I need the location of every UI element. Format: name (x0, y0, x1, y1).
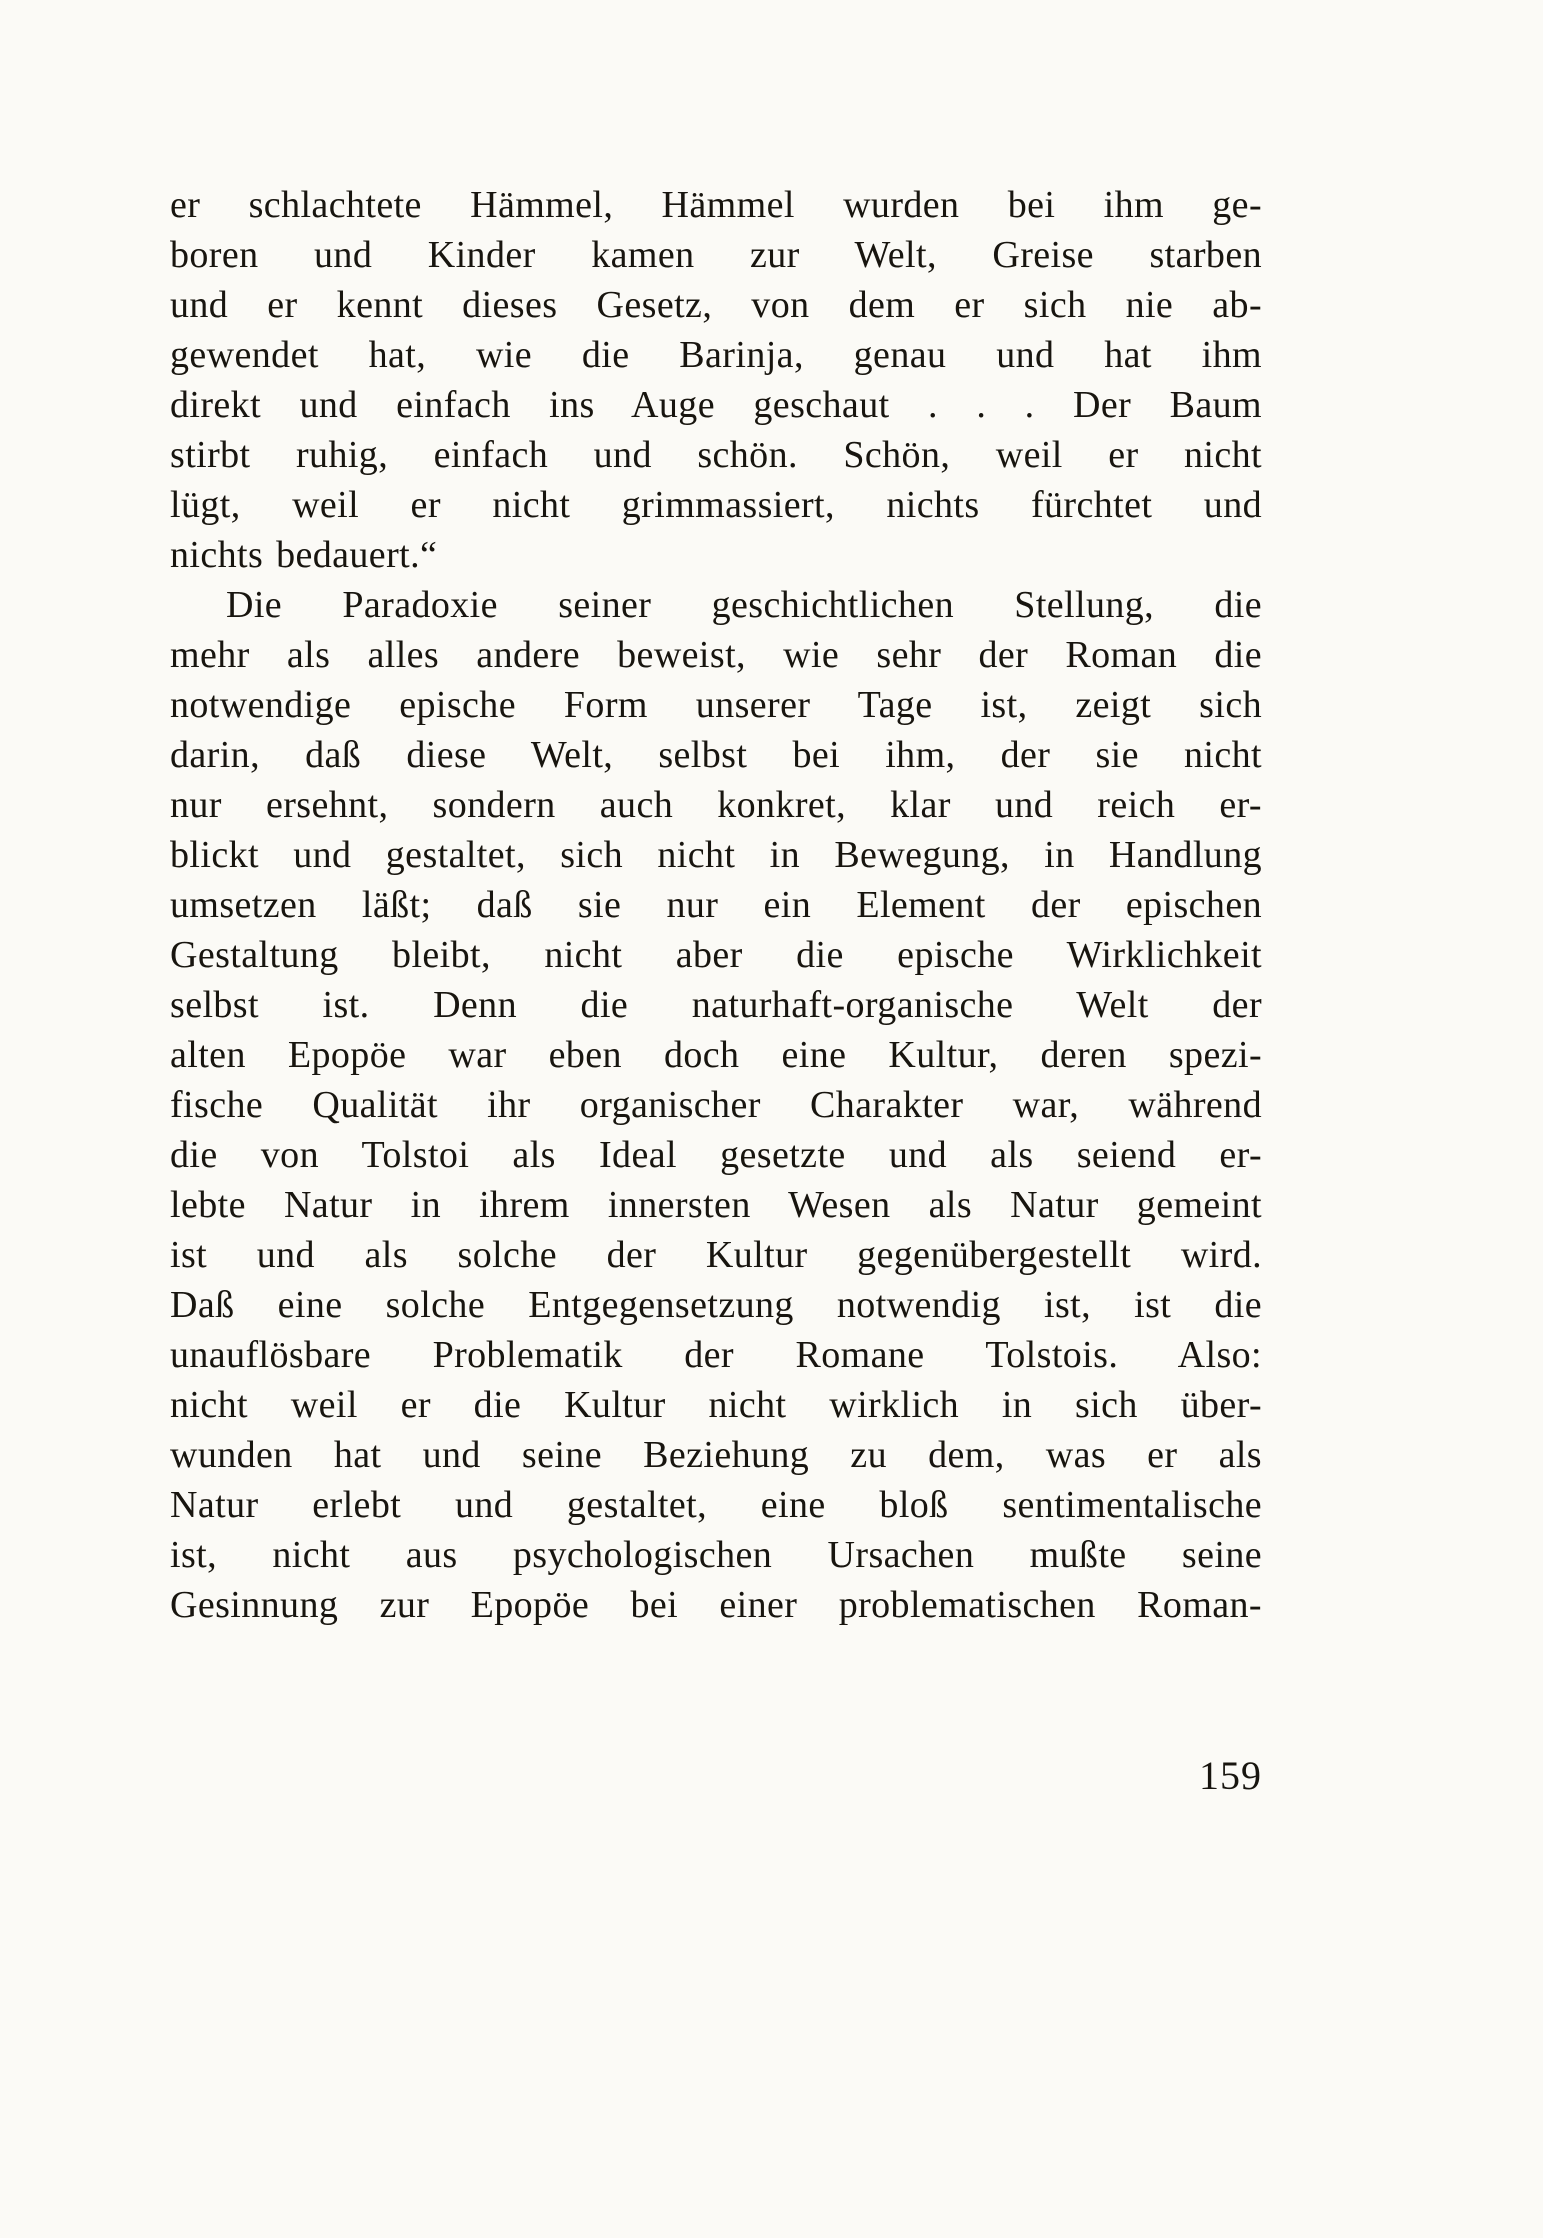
text-line: lebte Natur in ihrem innersten Wesen als Natur gemeint (170, 1184, 1262, 1226)
text-line: Daß eine solche Entgegensetzung notwendig ist, ist die (170, 1284, 1262, 1326)
text-line: gewendet hat, wie die Barinja, genau und hat ihm (170, 334, 1262, 376)
text-line: nicht weil er die Kultur nicht wirklich in sich über- (170, 1384, 1262, 1426)
text-line: wunden hat und seine Beziehung zu dem, was er als (170, 1434, 1262, 1476)
text-line: notwendige epische Form unserer Tage ist, zeigt sich (170, 684, 1262, 726)
text-line: lügt, weil er nicht grimmassiert, nichts fürchtet und (170, 484, 1262, 526)
text-line: blickt und gestaltet, sich nicht in Bewegung, in Handlung (170, 834, 1262, 876)
text-line: boren und Kinder kamen zur Welt, Greise starben (170, 234, 1262, 276)
text-line: direkt und einfach ins Auge geschaut . . . Der Baum (170, 384, 1262, 426)
text-line: Natur erlebt und gestaltet, eine bloß sentimentalische (170, 1484, 1262, 1526)
text-line: ist und als solche der Kultur gegenübergestellt wird. (170, 1234, 1262, 1276)
text-line: darin, daß diese Welt, selbst bei ihm, der sie nicht (170, 734, 1262, 776)
page-number: 159 (1199, 1753, 1262, 1798)
text-line: er schlachtete Hämmel, Hämmel wurden bei ihm ge- (170, 184, 1262, 226)
text-line: nichts bedauert.“ (170, 534, 438, 576)
text-line: Gestaltung bleibt, nicht aber die epische Wirklichkeit (170, 934, 1262, 976)
text-line: und er kennt dieses Gesetz, von dem er sich nie ab- (170, 284, 1262, 326)
text-line: fische Qualität ihr organischer Charakter war, während (170, 1084, 1262, 1126)
text-line: alten Epopöe war eben doch eine Kultur, deren spezi- (170, 1034, 1262, 1076)
text-line: stirbt ruhig, einfach und schön. Schön, weil er nicht (170, 434, 1262, 476)
text-line: ist, nicht aus psychologischen Ursachen mußte seine (170, 1534, 1262, 1576)
text-line: Die Paradoxie seiner geschichtlichen Stellung, die (226, 584, 1262, 626)
text-line: die von Tolstoi als Ideal gesetzte und als seiend er- (170, 1134, 1262, 1176)
text-line: umsetzen läßt; daß sie nur ein Element der epischen (170, 884, 1262, 926)
text-line: selbst ist. Denn die naturhaft-organische Welt der (170, 984, 1262, 1026)
text-line: nur ersehnt, sondern auch konkret, klar und reich er- (170, 784, 1262, 826)
text-line: unauflösbare Problematik der Romane Tolstois. Also: (170, 1334, 1262, 1376)
text-line: mehr als alles andere beweist, wie sehr der Roman die (170, 634, 1262, 676)
text-line: Gesinnung zur Epopöe bei einer problematischen Roman- (170, 1584, 1262, 1626)
page-text (170, 180, 1262, 1630)
